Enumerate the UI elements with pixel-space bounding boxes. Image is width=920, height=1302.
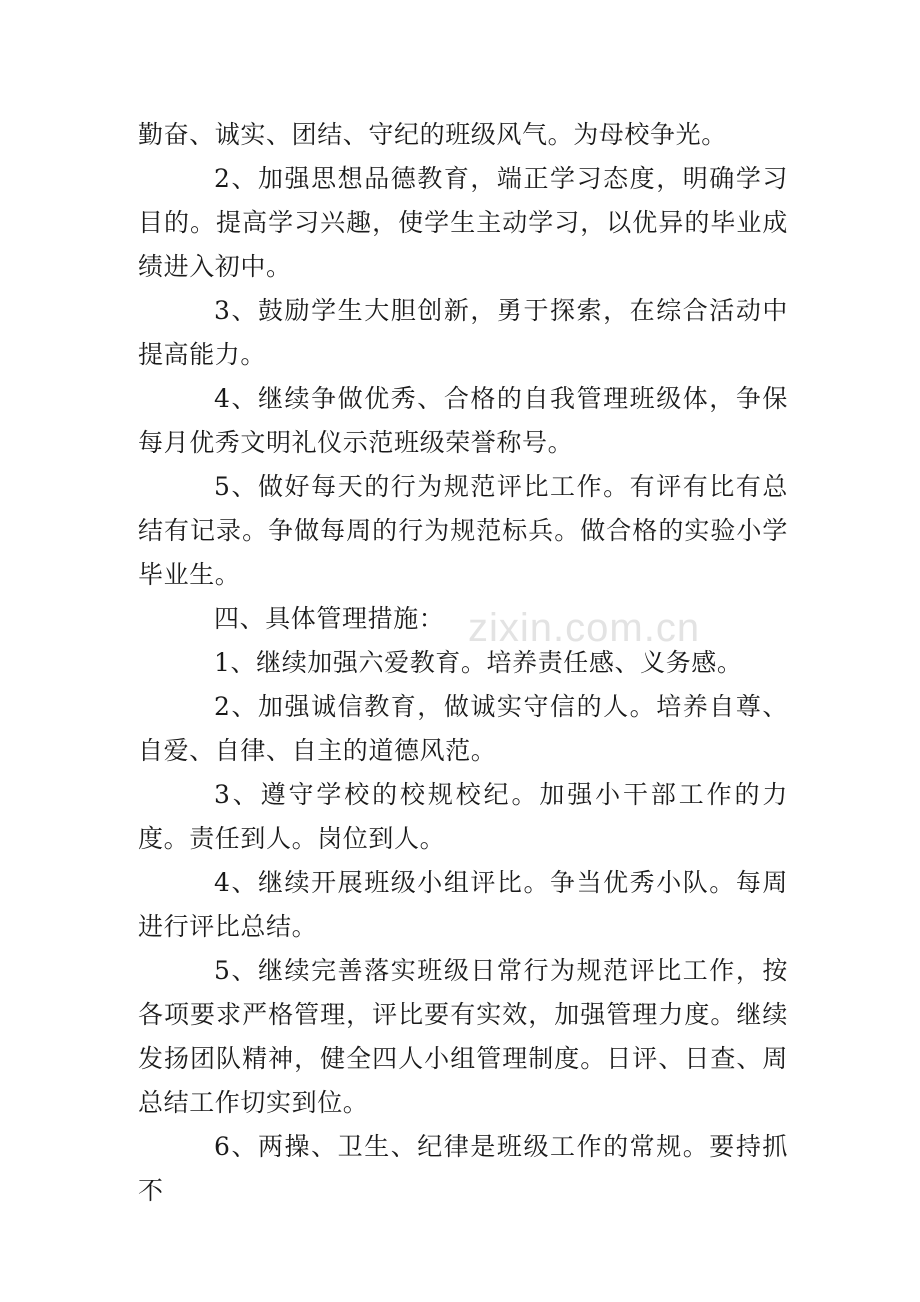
- paragraph: 5、继续完善落实班级日常行为规范评比工作，按各项要求严格管理，评比要有实效，加强管理力度。继续发扬团队精神，健全四人小组管理制度。日评、日查、周总结工作切实到位。: [138, 956, 788, 1117]
- paragraph: 4、继续开展班级小组评比。争当优秀小队。每周进行评比总结。: [138, 868, 788, 941]
- paragraph: 4、继续争做优秀、合格的自我管理班级体，争保每月优秀文明礼仪示范班级荣誉称号。: [138, 384, 788, 457]
- paragraph: 6、两操、卫生、纪律是班级工作的常规。要持抓不: [138, 1132, 788, 1205]
- watermark: zixin.com.cn: [468, 606, 701, 650]
- paragraph: 2、加强诚信教育，做诚实守信的人。培养自尊、自爱、自律、自主的道德风范。: [138, 692, 788, 765]
- section-heading: 四、具体管理措施：: [214, 604, 445, 633]
- paragraph: 勤奋、诚实、团结、守纪的班级风气。为母校争光。: [138, 120, 727, 149]
- paragraph: 3、遵守学校的校规校纪。加强小干部工作的力度。责任到人。岗位到人。: [138, 780, 788, 853]
- paragraph: 1、继续加强六爱教育。培养责任感、义务感。: [214, 648, 743, 677]
- paragraph: 2、加强思想品德教育，端正学习态度，明确学习目的。提高学习兴趣，使学生主动学习，以优异的毕业成绩进入初中。: [138, 164, 788, 281]
- document-body: [138, 113, 788, 1213]
- paragraph: 5、做好每天的行为规范评比工作。有评有比有总结有记录。争做每周的行为规范标兵。做合格的实验小学毕业生。: [138, 472, 788, 589]
- paragraph: 3、鼓励学生大胆创新，勇于探索，在综合活动中提高能力。: [138, 296, 788, 369]
